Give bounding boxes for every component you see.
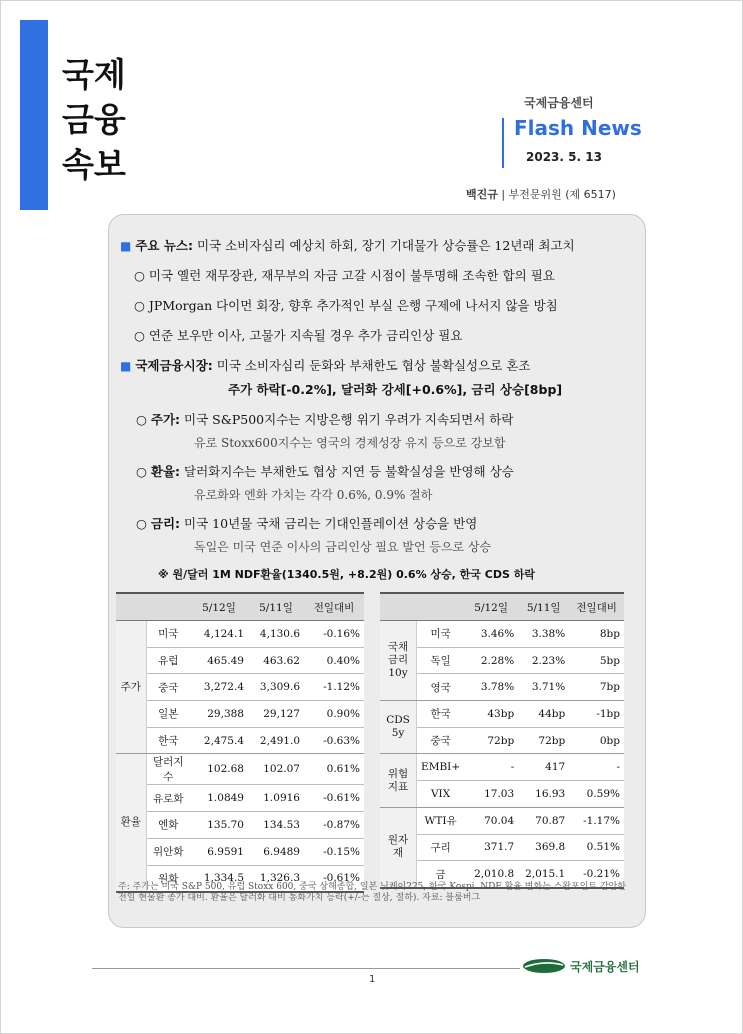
table-row: [380, 754, 624, 781]
cell: -0.21%: [569, 861, 624, 888]
circle-bullet-icon: ○: [134, 268, 145, 283]
cell: 102.07: [248, 754, 304, 785]
cell: 2,491.0: [248, 727, 304, 754]
row-label: 달러지수: [146, 754, 190, 785]
cell: 70.04: [464, 807, 518, 834]
news-item-text: JPMorgan 다이먼 회장, 향후 추가적인 부실 은행 구제에 나서지 않을 방침: [148, 298, 558, 313]
market-text: 미국 소비자심리 둔화와 부채한도 협상 불확실성으로 혼조: [216, 358, 531, 373]
cell: 43bp: [464, 701, 518, 728]
row-label: 엔화: [146, 812, 190, 839]
author-title: 부전문위원 (제 6517): [508, 188, 616, 201]
cell: 1.0916: [248, 785, 304, 812]
cell: 3,309.6: [248, 674, 304, 701]
table-row: [380, 807, 624, 834]
cell: -: [569, 754, 624, 781]
cell: 369.8: [518, 834, 569, 861]
table-row: [380, 727, 624, 754]
author-separator: |: [501, 188, 506, 201]
news-item: [134, 326, 462, 344]
cell: 1,334.5: [190, 865, 248, 892]
market-item-text: 달러화지수는 부채한도 협상 지연 등 불확실성을 반영해 상승: [184, 464, 514, 479]
cell: 0.59%: [569, 781, 624, 808]
row-label: 유럽: [146, 647, 190, 674]
header-cell: 5/11일: [248, 593, 304, 621]
cell: 2.28%: [464, 647, 518, 674]
row-label: 영국: [417, 674, 465, 701]
cell: 0.90%: [304, 701, 364, 728]
cell: 134.53: [248, 812, 304, 839]
report-date: 2023. 5. 13: [526, 150, 602, 164]
table-row: [116, 785, 364, 812]
header-cell: 전일대비: [569, 593, 624, 621]
table-row: [380, 701, 624, 728]
group-label: 국채 금리 10y: [380, 621, 417, 701]
title-line: 속보: [62, 145, 126, 184]
footer-logo-text: 국제금융센터: [570, 960, 640, 974]
cell: -: [464, 754, 518, 781]
center-name: 국제금융센터: [524, 96, 594, 110]
cell: -0.61%: [304, 785, 364, 812]
author: [466, 186, 616, 202]
header-cell: [380, 593, 417, 621]
ndf-note: ※ 원/달러 1M NDF환율(1340.5원, +8.2원) 0.6% 상승, 한국 CDS 하락: [158, 568, 535, 581]
cell: 4,130.6: [248, 621, 304, 648]
table-row: [380, 674, 624, 701]
summary-heading-news: [120, 236, 575, 254]
cell: 2,010.8: [464, 861, 518, 888]
report-title: [62, 52, 126, 187]
market-item-text: 미국 10년물 국채 금리는 기대인플레이션 상승을 반영: [184, 516, 478, 531]
market-item-sub: 독일은 미국 연준 이사의 금리인상 필요 발언 등으로 상승: [194, 540, 492, 554]
row-label: 구리: [417, 834, 465, 861]
cell: 0bp: [569, 727, 624, 754]
table-row: [116, 754, 364, 785]
header-cell: 전일대비: [304, 593, 364, 621]
header-cell: 5/12일: [190, 593, 248, 621]
row-label: 위안화: [146, 838, 190, 865]
market-item-label: 금리:: [150, 516, 181, 531]
market-item-stocks: [136, 410, 513, 428]
news-item-text: 연준 보우만 이사, 고물가 지속될 경우 추가 금리인상 필요: [148, 328, 463, 343]
cell: 2,015.1: [518, 861, 569, 888]
row-label: 중국: [146, 674, 190, 701]
cell: 3.78%: [464, 674, 518, 701]
circle-bullet-icon: ○: [134, 298, 145, 313]
title-line: 국제: [62, 55, 126, 94]
row-label: 일본: [146, 701, 190, 728]
cell: 7bp: [569, 674, 624, 701]
group-label: 주가: [116, 621, 146, 754]
cell: 5bp: [569, 647, 624, 674]
table-row: [380, 621, 624, 648]
cell: -0.63%: [304, 727, 364, 754]
cell: 72bp: [518, 727, 569, 754]
news-text: 미국 소비자심리 예상치 하회, 장기 기대물가 상승률은 12년래 최고치: [196, 238, 575, 253]
author-name: 백진규: [466, 188, 498, 201]
table-row: [116, 812, 364, 839]
table-row: [380, 834, 624, 861]
accent-bar: [20, 20, 48, 210]
cell: 3,272.4: [190, 674, 248, 701]
header-cell: [146, 593, 190, 621]
table-header-row: [380, 593, 624, 621]
circle-bullet-icon: ○: [136, 464, 147, 479]
table-row: [380, 647, 624, 674]
cell: -0.87%: [304, 812, 364, 839]
market-table-left: [116, 592, 364, 893]
cell: 1.0849: [190, 785, 248, 812]
kcif-logo-icon: [522, 958, 566, 974]
header-cell: 5/12일: [464, 593, 518, 621]
cell: 135.70: [190, 812, 248, 839]
page-number: 1: [369, 974, 376, 985]
cell: 8bp: [569, 621, 624, 648]
cell: 0.51%: [569, 834, 624, 861]
header-cell: 5/11일: [518, 593, 569, 621]
group-label: 원자재: [380, 807, 417, 888]
circle-bullet-icon: ○: [134, 328, 145, 343]
news-item: [134, 266, 555, 284]
cell: -1bp: [569, 701, 624, 728]
cell: 0.61%: [304, 754, 364, 785]
cell: 2.23%: [518, 647, 569, 674]
cell: 1,326.3: [248, 865, 304, 892]
table-header-row: [116, 593, 364, 621]
market-item-rates: [136, 514, 477, 532]
group-label: 위험 지표: [380, 754, 417, 807]
cell: 463.62: [248, 647, 304, 674]
cell: 16.93: [518, 781, 569, 808]
row-label: 한국: [146, 727, 190, 754]
group-label: CDS 5y: [380, 701, 417, 754]
row-label: EMBI+: [417, 754, 465, 781]
cell: 371.7: [464, 834, 518, 861]
table-footnote: 주: 주가는 미국 S&P 500, 유럽 Stoxx 600, 중국 상해종합, 일본 닛케이225, 한국 Kospi. NDF 환율 변화는 스왑포인트 감안한 전일 현물환 종가 대비. 환율은 달러화 대비 통화가치 등락(+/-는 절상, 절하). 자료: 블룸버그: [118, 882, 627, 903]
header-cell: [116, 593, 146, 621]
title-line: 금융: [62, 100, 126, 139]
news-item: [134, 296, 558, 314]
flash-news-label: Flash News: [514, 116, 642, 140]
cell: 29,388: [190, 701, 248, 728]
news-item-text: 미국 옐런 재무장관, 재무부의 자금 고갈 시점이 불투명해 조속한 합의 필요: [148, 268, 555, 283]
flash-divider: [502, 118, 504, 168]
cell: 3.38%: [518, 621, 569, 648]
table-row: [380, 781, 624, 808]
header-cell: [417, 593, 465, 621]
market-item-text: 미국 S&P500지수는 지방은행 위기 우려가 지속되면서 하락: [184, 412, 514, 427]
cell: -0.16%: [304, 621, 364, 648]
cell: -0.61%: [304, 865, 364, 892]
cell: -0.15%: [304, 838, 364, 865]
cell: -1.17%: [569, 807, 624, 834]
cell: 3.71%: [518, 674, 569, 701]
table-row: [116, 701, 364, 728]
row-label: 한국: [417, 701, 465, 728]
table-row: [116, 647, 364, 674]
cell: 29,127: [248, 701, 304, 728]
market-item-fx: [136, 462, 514, 480]
group-label: 환율: [116, 754, 146, 892]
circle-bullet-icon: ○: [136, 516, 147, 531]
row-label: 미국: [146, 621, 190, 648]
cell: 465.49: [190, 647, 248, 674]
market-item-label: 환율:: [150, 464, 181, 479]
market-item-sub: 유로화와 엔화 가치는 각각 0.6%, 0.9% 절하: [194, 488, 433, 502]
cell: 3.46%: [464, 621, 518, 648]
cell: 70.87: [518, 807, 569, 834]
market-table-right: [380, 592, 624, 889]
news-label: 주요 뉴스:: [135, 238, 193, 253]
cell: 102.68: [190, 754, 248, 785]
row-label: WTI유: [417, 807, 465, 834]
cell: 44bp: [518, 701, 569, 728]
cell: 0.40%: [304, 647, 364, 674]
footer-divider: [92, 968, 520, 969]
row-label: VIX: [417, 781, 465, 808]
bullet-square-icon: ■: [120, 239, 132, 253]
cell: -1.12%: [304, 674, 364, 701]
cell: 6.9591: [190, 838, 248, 865]
table-row: [116, 838, 364, 865]
cell: 417: [518, 754, 569, 781]
row-label: 원화: [146, 865, 190, 892]
circle-bullet-icon: ○: [136, 412, 147, 427]
row-label: 미국: [417, 621, 465, 648]
market-item-label: 주가:: [150, 412, 181, 427]
market-item-sub: 유로 Stoxx600지수는 영국의 경제성장 유지 등으로 강보합: [194, 436, 506, 450]
cell: 2,475.4: [190, 727, 248, 754]
table-row: [116, 621, 364, 648]
table-row: [116, 727, 364, 754]
row-label: 중국: [417, 727, 465, 754]
cell: 72bp: [464, 727, 518, 754]
row-label: 독일: [417, 647, 465, 674]
market-label: 국제금융시장:: [135, 358, 213, 373]
table-row: [116, 674, 364, 701]
cell: 6.9489: [248, 838, 304, 865]
row-label: 유로화: [146, 785, 190, 812]
bullet-square-icon: ■: [120, 359, 132, 373]
market-summary: 주가 하락[-0.2%], 달러화 강세[+0.6%], 금리 상승[8bp]: [228, 382, 563, 397]
cell: 4,124.1: [190, 621, 248, 648]
summary-heading-market: [120, 356, 530, 374]
cell: 17.03: [464, 781, 518, 808]
row-label: 금: [417, 861, 465, 888]
